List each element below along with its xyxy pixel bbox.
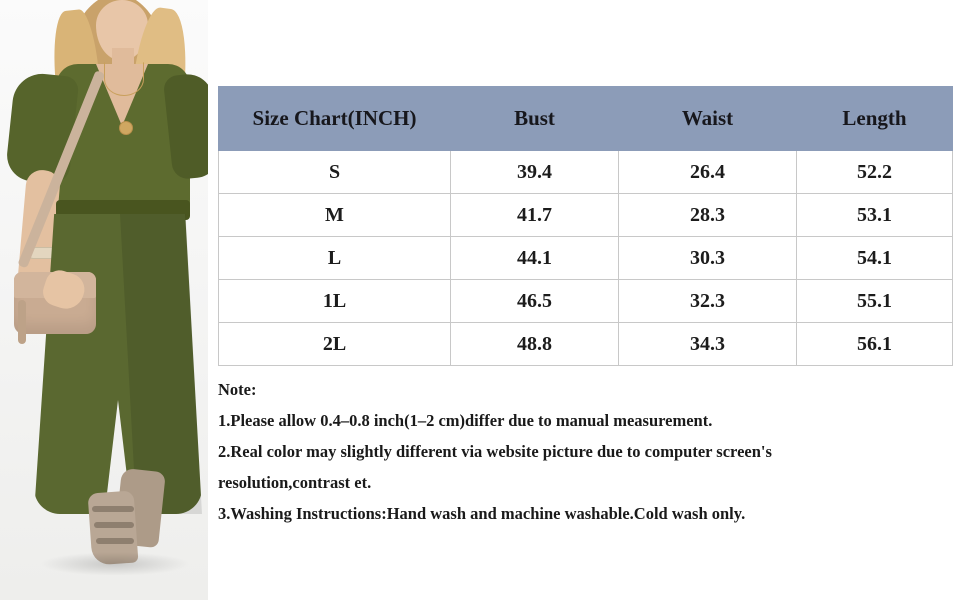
table-row — [219, 237, 953, 280]
cell-size: 1L — [219, 280, 451, 323]
cell-bust: 46.5 — [451, 280, 619, 323]
cell-length: 55.1 — [797, 280, 953, 323]
cell-size: S — [219, 151, 451, 194]
table-header-row — [219, 87, 953, 151]
cell-length: 56.1 — [797, 323, 953, 366]
column-header-length: Length — [797, 87, 953, 151]
size-chart-body — [219, 151, 953, 366]
table-row — [219, 151, 953, 194]
cell-waist: 26.4 — [619, 151, 797, 194]
cell-length: 53.1 — [797, 194, 953, 237]
size-chart-header — [219, 87, 953, 151]
necklace-chain-icon — [104, 62, 144, 96]
jumpsuit-sleeve-left — [5, 71, 80, 185]
size-chart-table — [218, 86, 953, 366]
cell-length: 52.2 — [797, 151, 953, 194]
cell-bust: 41.7 — [451, 194, 619, 237]
cell-waist: 28.3 — [619, 194, 797, 237]
sandal-strap — [96, 538, 134, 544]
cell-length: 54.1 — [797, 237, 953, 280]
note-line-3: 3.Washing Instructions:Hand wash and machine washable.Cold wash only. — [218, 504, 746, 523]
cell-waist: 32.3 — [619, 280, 797, 323]
sandal-strap — [94, 522, 134, 528]
cell-waist: 34.3 — [619, 323, 797, 366]
necklace-pendant-icon — [120, 122, 132, 134]
table-row — [219, 323, 953, 366]
cell-size: M — [219, 194, 451, 237]
cell-size: L — [219, 237, 451, 280]
floor-shadow — [40, 552, 190, 576]
sandal-strap — [92, 506, 134, 512]
cell-waist: 30.3 — [619, 237, 797, 280]
note-line-2-continued: resolution,contrast et. — [218, 473, 372, 492]
column-header-waist: Waist — [619, 87, 797, 151]
note-line-1: 1.Please allow 0.4–0.8 inch(1–2 cm)differ due to manual measurement. — [218, 411, 713, 430]
notes-section — [218, 374, 938, 529]
product-photo — [0, 0, 208, 600]
cell-size: 2L — [219, 323, 451, 366]
table-row — [219, 280, 953, 323]
column-header-size: Size Chart(INCH) — [219, 87, 451, 151]
size-chart-container — [218, 86, 952, 366]
cell-bust: 48.8 — [451, 323, 619, 366]
note-line-2: 2.Real color may slightly different via website picture due to computer screen's — [218, 442, 772, 461]
cell-bust: 44.1 — [451, 237, 619, 280]
notes-heading: Note: — [218, 380, 257, 399]
table-row — [219, 194, 953, 237]
handbag-tassel — [18, 300, 26, 344]
column-header-bust: Bust — [451, 87, 619, 151]
cell-bust: 39.4 — [451, 151, 619, 194]
